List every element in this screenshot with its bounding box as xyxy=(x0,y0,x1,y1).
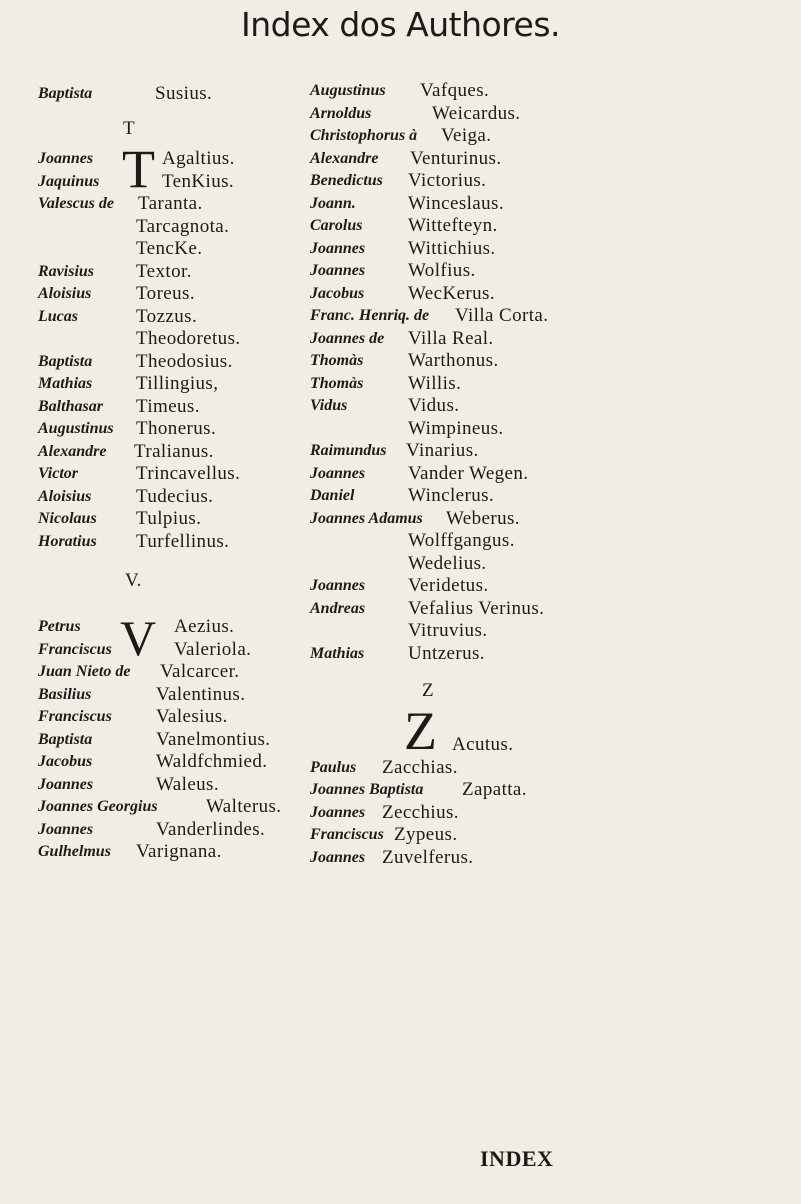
given-name: Franc. Henriq. de xyxy=(310,307,430,324)
index-entry xyxy=(310,485,780,508)
given-name: Victor xyxy=(38,465,79,482)
surname: Tozzus. xyxy=(136,305,198,327)
catchword: INDEX xyxy=(480,1146,554,1171)
surname: Tillingius, xyxy=(136,373,219,394)
drop-cap-t: T xyxy=(122,139,155,199)
given-name: Joann. xyxy=(310,194,356,212)
given-name: Joannes xyxy=(310,262,366,279)
given-name: Valescus de xyxy=(38,195,114,212)
given-name: Aloisius xyxy=(38,487,92,505)
surname: Walterus. xyxy=(206,796,282,817)
index-entry xyxy=(310,508,780,531)
given-name: Mathias xyxy=(310,644,365,662)
surname: Willis. xyxy=(408,372,462,394)
index-entry xyxy=(310,170,780,193)
given-name: Alexandre xyxy=(310,149,379,167)
index-entry xyxy=(310,350,780,373)
index-entry xyxy=(310,757,780,780)
surname: Untzerus. xyxy=(408,642,485,664)
surname: Valentinus. xyxy=(156,683,246,705)
given-name: Franciscus xyxy=(38,708,112,725)
surname: Zecchius. xyxy=(382,801,459,823)
index-entry xyxy=(310,802,780,825)
given-name: Juan Nieto de xyxy=(38,663,131,680)
index-entry xyxy=(310,215,780,238)
section-letter-v: V. xyxy=(125,570,142,591)
section-letter-t: T xyxy=(123,118,136,139)
given-name: Joannes xyxy=(310,803,366,821)
surname: Waldfchmied. xyxy=(156,751,268,772)
surname: Waleus. xyxy=(156,773,220,795)
given-name: Baptista xyxy=(38,352,93,370)
surname: Wolffgangus. xyxy=(408,530,515,551)
surname: Vidus. xyxy=(408,395,460,416)
index-entry xyxy=(310,530,780,553)
given-name: Baptista xyxy=(38,730,93,748)
given-name: Jacobus xyxy=(310,284,365,302)
surname: Villa Corta. xyxy=(455,305,549,326)
index-entry xyxy=(310,328,780,351)
right-column xyxy=(310,80,780,869)
index-entry xyxy=(310,847,780,870)
surname: Wolfius. xyxy=(408,260,476,281)
surname: Vafques. xyxy=(420,80,490,101)
given-name: Ravisius xyxy=(38,262,95,280)
given-name: Joannes Baptista xyxy=(310,781,424,798)
index-entry xyxy=(310,779,780,802)
given-name: Arnoldus xyxy=(310,104,372,122)
given-name: Franciscus xyxy=(310,826,384,843)
given-name: Andreas xyxy=(310,599,366,617)
given-name: Augustinus xyxy=(38,420,114,437)
drop-cap-v: V xyxy=(120,610,157,666)
surname: Weicardus. xyxy=(432,102,521,124)
given-name: Raimundus xyxy=(310,442,387,459)
surname: Winceslaus. xyxy=(408,192,504,214)
index-entry xyxy=(310,148,780,171)
index-entry xyxy=(310,238,780,261)
index-entry xyxy=(310,103,780,126)
index-entry xyxy=(310,80,780,103)
given-name: Balthasar xyxy=(38,397,103,415)
given-name: Alexandre xyxy=(38,442,107,460)
given-name: Mathias xyxy=(38,375,93,392)
surname: Valesius. xyxy=(156,706,228,727)
given-name: Jacobus xyxy=(38,753,93,770)
given-name: Jaquinus xyxy=(38,172,100,190)
index-entry xyxy=(310,463,780,486)
section-letter-z: Z xyxy=(422,680,435,701)
given-name: Joannes xyxy=(310,239,366,257)
surname: Tulpius. xyxy=(136,508,202,529)
surname: Venturinus. xyxy=(410,147,502,169)
surname: Acutus. xyxy=(452,734,514,755)
given-name: Daniel xyxy=(310,487,355,504)
index-entry xyxy=(310,598,780,621)
given-name: Aloisius xyxy=(38,285,92,302)
index-entry xyxy=(310,395,780,418)
surname: Zacchias. xyxy=(382,756,458,778)
surname: Wittichius. xyxy=(408,237,496,259)
surname: Vitruvius. xyxy=(408,620,488,641)
given-name: Joannes xyxy=(38,150,94,167)
surname: Veridetus. xyxy=(408,575,489,596)
surname: Tudecius. xyxy=(136,485,214,507)
given-name: Joannes Georgius xyxy=(38,798,158,815)
surname: WecKerus. xyxy=(408,282,496,304)
surname: Aezius. xyxy=(174,616,235,637)
given-name: Joannes xyxy=(310,577,366,594)
surname: Thonerus. xyxy=(136,418,217,439)
index-entry xyxy=(310,260,780,283)
given-name: Joannes xyxy=(38,775,94,793)
surname: Vander Wegen. xyxy=(408,462,529,484)
surname: Weberus. xyxy=(446,507,520,529)
surname: Valeriola. xyxy=(174,638,252,660)
given-name: Franciscus xyxy=(38,640,112,658)
surname: Taranta. xyxy=(138,193,203,214)
surname: Tralianus. xyxy=(134,440,214,462)
index-entry xyxy=(310,643,780,666)
surname: Timeus. xyxy=(136,395,200,417)
surname: Veiga. xyxy=(441,125,492,146)
index-entry xyxy=(310,553,780,576)
index-entry xyxy=(310,305,780,328)
surname: TencKe. xyxy=(136,238,203,259)
surname: Zapatta. xyxy=(462,779,527,800)
index-entry xyxy=(310,418,780,441)
surname: Varignana. xyxy=(136,841,222,862)
surname: Wimpineus. xyxy=(408,417,504,439)
index-entry xyxy=(310,701,780,761)
surname: Agaltius. xyxy=(162,148,235,169)
given-name: Vidus xyxy=(310,397,348,414)
surname: Vanelmontius. xyxy=(156,728,271,750)
surname: Theodoretus. xyxy=(136,328,241,349)
surname: Vefalius Verinus. xyxy=(408,597,545,619)
given-name: Basilius xyxy=(38,685,92,703)
surname: Trincavellus. xyxy=(136,463,241,484)
given-name: Nicolaus xyxy=(38,510,97,527)
surname: Victorius. xyxy=(408,170,487,191)
surname: Valcarcer. xyxy=(160,661,240,682)
surname: Turfellinus. xyxy=(136,530,230,552)
surname: Vinarius. xyxy=(406,440,479,461)
surname: Zuvelferus. xyxy=(382,846,474,868)
index-entry xyxy=(310,193,780,216)
drop-cap-z: Z xyxy=(404,701,437,761)
given-name: Joannes de xyxy=(310,329,385,347)
given-name: Augustinus xyxy=(310,82,386,99)
given-name: Baptista xyxy=(38,85,93,102)
given-name: Horatius xyxy=(38,532,97,550)
surname: Textor. xyxy=(136,260,192,282)
given-name: Joannes xyxy=(310,848,366,866)
index-entry xyxy=(310,824,780,847)
surname: Tarcagnota. xyxy=(136,215,230,237)
surname: Toreus. xyxy=(136,283,195,304)
page-title: Index dos Authores. xyxy=(240,5,561,44)
surname: Winclerus. xyxy=(408,485,495,506)
index-entry xyxy=(310,283,780,306)
surname: Wedelius. xyxy=(408,552,487,574)
surname: Susius. xyxy=(155,83,213,104)
surname: Villa Real. xyxy=(408,327,494,349)
surname: TenKius. xyxy=(162,170,235,192)
surname: Vanderlindes. xyxy=(156,818,266,840)
given-name: Christophorus à xyxy=(310,127,418,144)
index-entry xyxy=(310,575,780,598)
given-name: Thomàs xyxy=(310,352,364,369)
given-name: Gulhelmus xyxy=(38,843,111,860)
index-entry xyxy=(310,440,780,463)
given-name: Petrus xyxy=(38,618,81,635)
index-entry xyxy=(310,125,780,148)
given-name: Paulus xyxy=(310,758,357,776)
surname: Wittefteyn. xyxy=(408,215,498,236)
given-name: Joannes xyxy=(38,820,94,838)
surname: Zypeus. xyxy=(394,824,458,845)
index-entry xyxy=(310,373,780,396)
given-name: Lucas xyxy=(38,307,78,325)
given-name: Benedictus xyxy=(310,172,383,189)
given-name: Joannes Adamus xyxy=(310,509,423,527)
surname: Theodosius. xyxy=(136,350,233,372)
index-entry xyxy=(310,620,780,643)
surname: Warthonus. xyxy=(408,350,499,371)
given-name: Carolus xyxy=(310,217,363,234)
given-name: Thomàs xyxy=(310,374,364,392)
given-name: Joannes xyxy=(310,464,366,482)
